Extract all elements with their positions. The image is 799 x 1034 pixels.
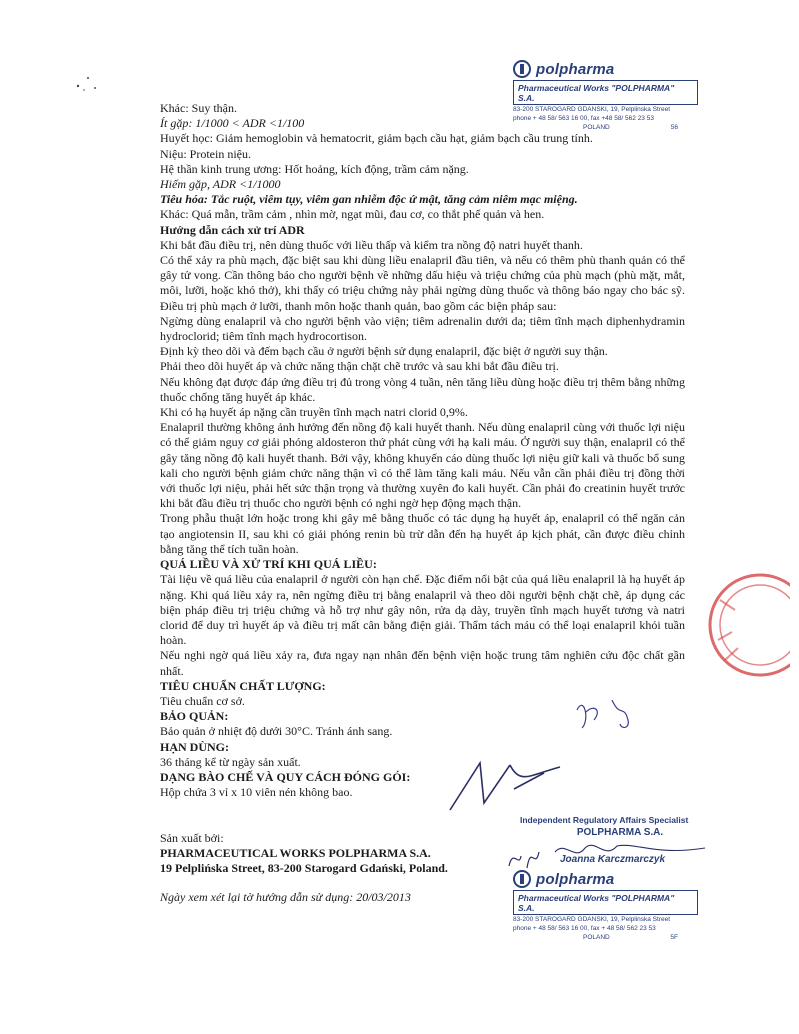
stamp-country: POLAND [583, 934, 610, 941]
handwritten-initials [572, 690, 652, 735]
paragraph: Phải theo dõi huyết áp và chức năng thận chặt chẽ trước và sau khi bắt đầu điều trị. [160, 359, 559, 374]
text-line: 36 tháng kể từ ngày sản xuất. [160, 754, 301, 769]
section-heading: Hướng dẫn cách xử trí ADR [160, 222, 305, 237]
section-heading: TIÊU CHUẨN CHẤT LƯỢNG: [160, 678, 326, 693]
review-date: Ngày xem xét lại tờ hướng dẫn sử dụng: 20/03/2013 [160, 890, 411, 904]
text-line: Khác: Quá mẫn, trầm cảm , nhìn mờ, ngạt mũi, đau cơ, co thắt phế quản và hen. [160, 207, 545, 222]
paragraph: Ngừng dùng enalapril và cho người bệnh vào viện; tiêm adrenalin dưới da; tiêm tĩnh mạch diphenhydramin hydroclorid; tiêm tĩnh mạch hydrocortison. [160, 313, 685, 344]
stamp-address: 83-200 STAROGARD GDANSKI, 19, Pelplinska Street [513, 916, 671, 923]
section-heading: QUÁ LIỀU VÀ XỬ TRÍ KHI QUÁ LIỀU: [160, 557, 377, 572]
brand-name: polpharma [536, 870, 615, 888]
text-line: Bảo quản ở nhiệt độ dưới 30°C. Tránh ánh sang. [160, 724, 393, 739]
brand-name: polpharma [536, 60, 615, 78]
section-heading: HẠN DÙNG: [160, 739, 229, 754]
paragraph: Trong phẫu thuật lớn hoặc trong khi gây mê bằng thuốc có tác dụng hạ huyết áp, enalapril có thể ngăn cản tạo angiotensin II, sau khi có giải phóng renin bù trừ dẫn đến hạ huyết áp kịch phát, cần được điều chỉnh bằng tăng thể tích tuần hoàn. [160, 511, 685, 556]
paragraph: Tài liệu về quá liều của enalapril ở người còn hạn chế. Đặc điểm nổi bật của quá liều enalapril là hạ huyết áp nặng. Khi quá liều xảy ra, nên ngừng điều trị bằng enalapril và theo dõi người bệnh chặt chẽ, áp dụng các biện pháp điều trị triệu chứng và hỗ trợ như gây nôn, rửa dạ dày, truyền tĩnh mạch huyết tương và natri clorid để duy trì huyết áp và điều trị mất cân bằng điện giải. Thẩm tách máu có thể loại enalapril khỏi tuần hoàn. [160, 572, 685, 648]
stamp-address: 83-200 STAROGARD GDANSKI, 19, Pelplinska Street [513, 106, 671, 113]
handwritten-signature [440, 755, 570, 815]
manufacturer-address: 19 Pelplińska Street, 83-200 Starogard Gdański, Poland. [160, 861, 448, 875]
text-line: Huyết học: Giảm hemoglobin và hematocrit, giảm bạch cầu hạt, giảm bạch cầu trung tính. [160, 131, 593, 146]
text-line: Tiêu chuẩn cơ sở. [160, 693, 245, 708]
stamp-phone: phone + 48 58/ 563 16 00, fax +48 58/ 562 23 53 [513, 115, 654, 122]
specialist-title: Independent Regulatory Affairs Specialist [520, 815, 689, 825]
text-line: Khác: Suy thận. [160, 101, 237, 115]
stamp-phone: phone + 48 58/ 563 16 00, fax + 48 58/ 562 23 53 [513, 925, 656, 932]
polpharma-logo [513, 60, 698, 78]
paragraph: Nếu không đạt được đáp ứng điều trị đủ trong vòng 4 tuần, nên tăng liều dùng hoặc điều trị thêm bằng những thuốc chống tăng huyết áp khác. [160, 374, 685, 404]
polpharma-logo-icon [513, 870, 531, 888]
polpharma-logo-icon [513, 60, 531, 78]
paragraph: Khi bắt đầu điều trị, nên dùng thuốc với liều thấp và kiểm tra nồng độ natri huyết thanh. [160, 237, 583, 252]
text-line: Hệ thần kinh trung ương: Hốt hoảng, kích động, trầm cảm nặng. [160, 161, 469, 176]
manufacturer-block [160, 831, 520, 876]
text-line: Tiêu hóa: Tắc ruột, viêm tụy, viêm gan nhiễm độc ứ mật, tăng cảm niêm mạc miệng. [160, 192, 578, 207]
frequency-heading: Hiếm gặp, ADR <1/1000 [160, 177, 281, 192]
stamp-company-name: Pharmaceutical Works "POLPHARMA" S.A. [513, 890, 698, 915]
paragraph: Có thể xảy ra phù mạch, đặc biệt sau khi dùng liều enalapril đầu tiên, và nếu có thêm phù thanh quản có thể gây tử vong. Cần thông báo cho người bệnh về những dấu hiệu và triệu chứng của phù mạch (phù mặt, mắt, môi, lưỡi, hoặc khó thở), khi thấy có triệu chứng này phải ngừng dùng thuốc và thông báo ngay cho bác sỹ. Điều trị phù mạch ở lưỡi, thanh môn hoặc thanh quản, bao gồm các biện pháp sau: [160, 253, 685, 313]
paragraph: Nếu nghi ngờ quá liều xảy ra, đưa ngay nạn nhân đến bệnh viện hoặc trung tâm nghiên cứu độc chất gần nhất. [160, 648, 685, 678]
specialist-signature [505, 838, 720, 874]
section-heading: DẠNG BÀO CHẾ VÀ QUY CÁCH ĐÓNG GÓI: [160, 769, 411, 784]
paragraph: Định kỳ theo dõi và đếm bạch cầu ở người bệnh sử dụng enalapril, đặc biệt ở người suy thận. [160, 344, 608, 359]
stamp-company-name: Pharmaceutical Works "POLPHARMA" S.A. [513, 80, 698, 105]
manufacturer-label: Sản xuất bởi: [160, 831, 224, 845]
stamp-number: 56 [670, 124, 678, 131]
specialist-company: POLPHARMA S.A. [576, 827, 664, 838]
stamp-number: 5F [670, 934, 678, 941]
stamp-country: POLAND [583, 124, 610, 131]
text-line: Hộp chứa 3 vỉ x 10 viên nén không bao. [160, 785, 353, 800]
manufacturer-name: PHARMACEUTICAL WORKS POLPHARMA S.A. [160, 846, 431, 860]
frequency-heading: Ít gặp: 1/1000 < ADR <1/100 [160, 116, 305, 131]
red-official-seal [680, 560, 790, 690]
polpharma-logo [513, 870, 698, 888]
section-heading: BẢO QUẢN: [160, 709, 229, 724]
text-line: Niệu: Protein niệu. [160, 146, 251, 161]
ink-specks [70, 68, 110, 96]
paragraph: Khi có hạ huyết áp nặng cần truyền tĩnh mạch natri clorid 0,9%. [160, 405, 468, 420]
specialist-name: Joanna Karczmarczyk [560, 854, 666, 865]
company-stamp-bottom [513, 870, 698, 942]
paragraph: Enalapril thường không ảnh hưởng đến nồng độ kali huyết thanh. Nếu dùng enalapril cùng với thuốc lợi niệu có thể giảm nguy cơ giải phóng aldosteron thứ phát cùng với hạ kali máu. Ở người suy thận, enalapril có thể gây tăng nồng độ kali huyết thanh. Bởi vậy, không khuyến cáo dùng thuốc lợi niệu giữ kali và thuốc bổ sung kali cho người bệnh giảm chức năng thận vì có thể làm tăng kali máu. Nếu vẫn cần phải điều trị đồng thời với thuốc lợi niệu, phải hết sức thận trọng và thường xuyên đo kali huyết. Cần phải đo creatinin huyết trước khi bắt đầu điều trị thuốc cho người bệnh có nghi ngờ hẹp động mạch thận. [160, 420, 685, 511]
